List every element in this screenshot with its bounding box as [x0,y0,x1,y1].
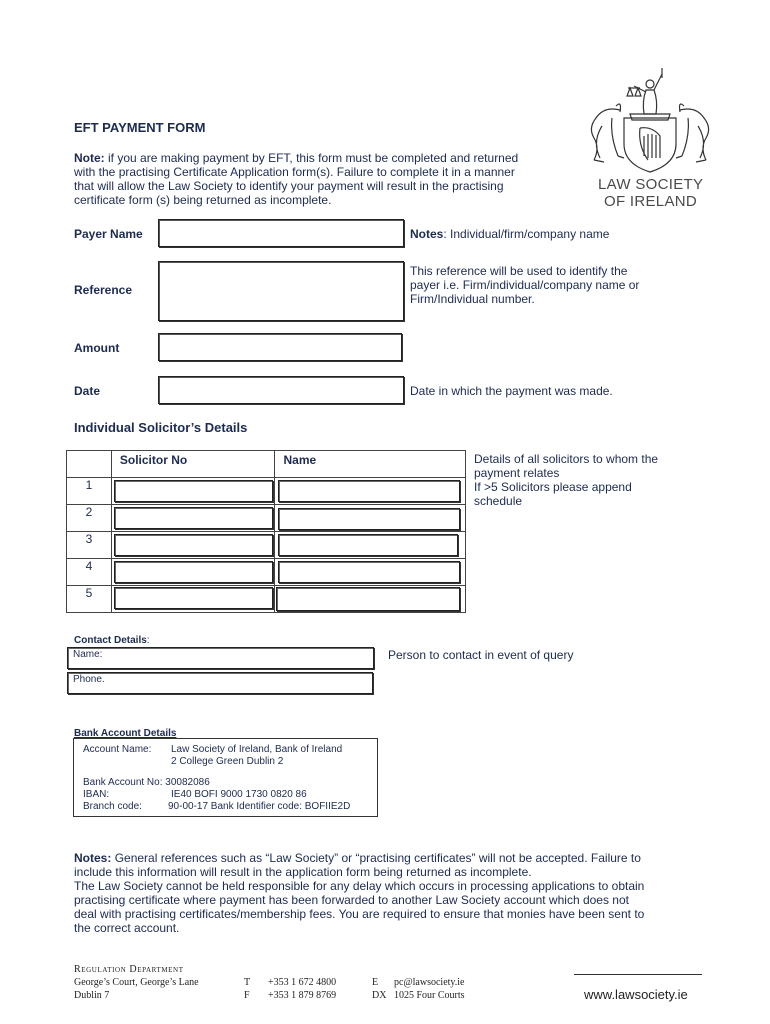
notes-label: Notes: [74,851,112,865]
bank-account-name-value-2: 2 College Green Dublin 2 [171,756,284,767]
contact-phone-label: Phone. [73,674,105,685]
solicitor-name-input-2[interactable] [278,508,460,530]
bank-account-name-label: Account Name: [83,744,152,755]
row-number: 4 [67,559,112,586]
footer-address-2: Dublin 7 [74,990,110,1001]
footer-dx-label: DX [372,990,387,1001]
footer-f-value: +353 1 879 8769 [268,990,337,1001]
notes-line-2: include this information will result in the application form being returned as incomplete. [74,865,532,879]
header-name: Name [275,451,466,478]
bank-account-no: Bank Account No: 30082086 [83,777,210,788]
footer-website[interactable]: www.lawsociety.ie [584,987,688,1002]
logo-line-2: OF IRELAND [604,193,698,210]
footer-f-label: F [244,990,250,1001]
amount-label: Amount [74,341,120,355]
solicitor-name-input-4[interactable] [278,561,460,583]
date-help: Date in which the payment was made. [410,384,613,398]
law-society-logo [582,66,712,216]
bank-details-box [73,738,378,817]
solicitors-heading: Individual Solicitor’s Details [74,420,248,435]
solicitor-no-input-5[interactable] [114,587,273,609]
reference-help-line-2: payer i.e. Firm/individual/company name or [410,278,640,292]
note-line-2: with the practising Certificate Application form(s). Failure to complete it in a manner [74,165,515,179]
contact-heading [74,635,150,647]
bank-heading: Bank Account Details [74,728,177,739]
solicitors-help [474,452,704,508]
footer-e-label: E [372,977,379,988]
bank-branch-label: Branch code: [83,801,142,812]
row-number: 3 [67,532,112,559]
notes-line-4: practising certificate where payment has been forwarded to another Law Society account which does not [74,893,629,907]
note-line-4: certificate form (s) being returned as incomplete. [74,193,332,207]
bank-iban-value: IE40 BOFI 9000 1730 0820 86 [171,789,307,800]
solicitor-no-input-2[interactable] [114,507,273,529]
reference-help-line-1: This reference will be used to identify the [410,264,628,278]
notes-line-5: deal with practising certificates/membership fees. You are required to ensure that monies have been sent to [74,907,645,921]
header-solicitor-no: Solicitor No [111,451,275,478]
payer-notes [410,227,609,241]
contact-name-label: Name: [73,649,103,660]
contact-phone-field[interactable] [67,672,373,694]
footer-t-label: T [244,977,251,988]
solicitor-no-input-3[interactable] [114,534,273,556]
solicitor-name-input-5[interactable] [276,587,460,611]
contact-help: Person to contact in event of query [388,648,574,662]
solicitors-help-line-2: payment relates [474,466,560,480]
note-label: Note: [74,151,105,165]
contact-name-field[interactable] [67,647,374,669]
footer-dx-value: 1025 Four Courts [394,990,465,1001]
date-label: Date [74,384,101,398]
footer-divider [574,974,702,975]
solicitors-help-line-4: schedule [474,494,523,508]
footer-address-1: George’s Court, George’s Lane [74,977,199,988]
note-line-1: if you are making payment by EFT, this form must be completed and returned [108,151,519,165]
bank-account-name-value-1: Law Society of Ireland, Bank of Ireland [171,744,343,755]
row-number: 1 [67,478,112,505]
logo-line-1: LAW SOCIETY [598,176,704,193]
notes-line-1: General references such as “Law Society” or “practising certificates” will not be accepted. Failure to [114,851,641,865]
header-row-number [67,451,112,478]
note-line-3: that will allow the Law Society to identify your payment will result in the practising [74,179,504,193]
solicitors-help-line-3: If >5 Solicitors please append [474,480,632,494]
crest-icon [582,66,712,176]
date-field[interactable] [158,376,404,404]
notes-line-6: the correct account. [74,921,180,935]
reference-help [410,264,680,306]
reference-field[interactable] [158,261,404,321]
footer-t-value: +353 1 672 4800 [268,977,337,988]
solicitor-name-input-1[interactable] [278,480,460,502]
payer-notes-text: : Individual/firm/company name [443,227,610,241]
contact-heading-text: Contact Details [74,635,147,646]
bank-iban-label: IBAN: [83,789,110,800]
row-number: 2 [67,505,112,532]
notes-line-3: The Law Society cannot be held responsible for any delay which occurs in processing applications to obtain [74,879,645,893]
solicitor-no-input-1[interactable] [114,480,273,502]
amount-field[interactable] [158,333,402,361]
footer-email[interactable]: pc@lawsociety.ie [394,977,465,988]
solicitor-name-input-3[interactable] [278,534,458,556]
solicitors-help-line-1: Details of all solicitors to whom the [474,452,659,466]
payer-name-field[interactable] [158,219,404,247]
bank-branch-value: 90-00-17 Bank Identifier code: BOFIIE2D [168,801,351,812]
payer-notes-label: Notes [410,227,444,241]
solicitor-no-input-4[interactable] [114,561,273,583]
notes-block [74,851,704,935]
contact-heading-colon: : [146,635,150,646]
payer-name-label: Payer Name [74,227,143,241]
reference-help-line-3: Firm/Individual number. [410,292,535,306]
solicitors-table-header [67,451,466,478]
intro-note [74,151,564,207]
form-title: EFT PAYMENT FORM [74,120,206,135]
row-number: 5 [67,586,112,613]
footer-department: Regulation Department [74,964,184,975]
reference-label: Reference [74,283,133,297]
